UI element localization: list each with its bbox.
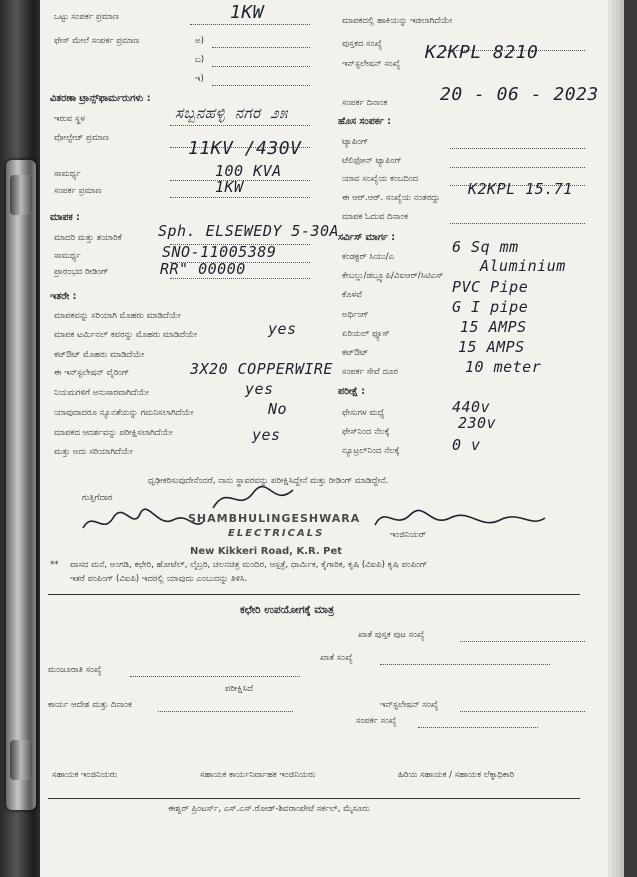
hw-q8: yes — [252, 426, 281, 444]
label-cable: ಕೇಬಲ್ಲು/ಡಬ್ಲ್ಯೂಪಿ/ವಿಐಆರ್/ಸಿಟಿಎಸ್ — [342, 271, 444, 281]
footnote-line2: ಇತರೆ ಪಂಪಿಂಗ್ (ವಿಐಪಿ) ಇದರಲ್ಲಿ ಯಾವುದು ಎಂಬುದನ್ನು ತಿಳಿಸಿ. — [70, 574, 248, 584]
dotted-line — [380, 664, 550, 665]
label-total-connection: ಒಟ್ಟು ಸಂಪರ್ಕ ಪ್ರಮಾಣ — [54, 12, 119, 22]
hw-rr-after: K2KPL 15.71 — [468, 180, 573, 198]
dotted-line — [418, 727, 538, 728]
dotted-line — [212, 47, 310, 48]
label-pole-tapping: ಟೆಲಿಫೋನ್ ಟ್ಯಾಪಿಂಗ್ — [342, 156, 402, 166]
stamp-subtitle: ELECTRICALS — [228, 528, 325, 539]
hw-capacity: 100 KVA — [215, 162, 282, 180]
label-phases-between: ಫೇಸುಗಳ ಮಧ್ಯೆ — [342, 408, 385, 418]
form-page — [40, 0, 608, 877]
label-aerial-fuse: ಏರಿಯಲ್ ಫ್ಯೂಸ್ — [342, 329, 390, 339]
label-conn-amount: ಸಂಪರ್ಕ ಪ್ರಮಾಣ — [54, 186, 102, 196]
label-tapping: ಟ್ಯಾಪಿಂಗ್ — [342, 137, 369, 147]
label-q1: ಮಾಪಕವನ್ನು ಸರಿಯಾಗಿ ಮೊಹರು ಮಾಡಿದೆಯೇ — [54, 311, 181, 321]
section-service-route: ಸರ್ವಿಸ್ ಮಾರ್ಗ : — [338, 232, 396, 243]
label-checked: ಪರೀಕ್ಷಿಸಿದೆ — [225, 684, 254, 694]
label-meter-capacity: ಸಾಮರ್ಥ್ಯ — [54, 251, 81, 261]
section-other: ಇತರೇ : — [50, 291, 77, 302]
label-q8: ಮತ್ತು ಅದು ಸರಿಯಾಗಿದೆಯೇ — [54, 447, 133, 457]
label-service-distance: ಸಂಪರ್ಕ ಸೇವೆ ದೂರ — [342, 367, 398, 377]
label-conductor: ಕಂಡಕ್ಟರ್ ಸಿಯು/ಎ — [342, 252, 395, 262]
label-earthing: ಅರ್ಥಿಂಗ್ — [342, 310, 369, 320]
stamp-address: New Kikkeri Road, K.R. Pet — [190, 546, 343, 557]
hw-earthing: G I pipe — [452, 298, 529, 316]
dotted-line — [170, 125, 310, 126]
footnote-marker: ** — [50, 560, 59, 570]
hw-voltage: 11KV /430V — [188, 138, 302, 159]
section-divider — [48, 594, 580, 595]
hw-v-neutral: 0 v — [452, 436, 481, 454]
hw-q2: yes — [268, 320, 297, 338]
hw-meter-make: Sph. ELSEWEDY 5-30A — [158, 222, 340, 240]
label-capacity: ಸಾಮರ್ಥ್ಯ — [54, 169, 81, 179]
hw-v-phase-earth: 230v — [458, 414, 497, 432]
label-asst-engineer: ಸಹಾಯಕ ಇಂಜಿನಿಯರು — [52, 770, 118, 780]
label-book-no: ಪುಸ್ತಕದ ಸಂಖ್ಯೆ — [342, 39, 383, 49]
dotted-line — [450, 167, 585, 168]
label-accounts-officer: ಹಿರಿಯ ಸಹಾಯಕ / ಸಹಾಯಕ ಲೆಕ್ಕಾಧಿಕಾರಿ — [398, 770, 515, 780]
stamp-name: SHAMBHULINGESHWARA — [188, 512, 361, 525]
certification-text: ಧೃಢೀಕರಿಸುವುದೇನೆಂದರೆ, ನಾನು ಸ್ಥಾವರವನ್ನು ಪರೀಕ್ಷಿಸಿದ್ದೇನೆ ಮತ್ತು ರೀಡಿಂಗ್ ಮಾಡಿದ್ದೇನೆ. — [148, 476, 389, 486]
printer-footer: ಈಶ್ವರ್ ಪ್ರಿಂಟರ್ಸ್, ಎಸ್.ಎಸ್.ರೋಡ್-ಶಿವರಾಂಪೇಟೆ ಸರ್ಕಲ್, ಮೈಸೂರು — [168, 804, 370, 814]
dotted-line — [460, 641, 585, 642]
dotted-line — [130, 676, 300, 677]
dotted-line — [212, 85, 310, 86]
label-location: ಇರುವ ಸ್ಥಳ — [54, 114, 85, 124]
label-phase-a: ಅ) — [195, 36, 204, 46]
section-transformer: ವಿತರಣಾ ಟ್ರಾನ್ಸ್‌ಫಾರ್ಮರುಗಳು : — [50, 93, 151, 104]
label-via-pole: ಯಾವ ಸಂಖ್ಯೆಯ ಕಂಬದಿಂದ — [342, 174, 419, 184]
label-meter-seal: ಮಾಪಕದಲ್ಲಿ ಹಾಕಿಯನ್ನು ಇಡಲಾಗಿದೆಯೇ — [342, 16, 453, 26]
dotted-line — [460, 711, 585, 712]
label-phase-b: ಬ) — [195, 55, 205, 65]
label-connection-date: ಸಂಪರ್ಕ ದಿನಾಂಕ — [342, 98, 388, 108]
dotted-line — [190, 24, 310, 25]
label-voltage: ವೋಲ್ಟೇಜ್ ಪ್ರಮಾಣ — [54, 133, 109, 143]
label-pipe: ಕೊಳವೆ — [342, 290, 363, 300]
label-ledger-no: ಖಾತೆ ಸಂಖ್ಯೆ — [320, 653, 353, 663]
hw-initial-reading: RR" 00000 — [160, 260, 246, 278]
label-q5: ನಿಯಮಗಳಿಗೆ ಅನುಸಾರವಾಗಿದೆಯೇ — [54, 388, 149, 398]
dotted-line — [450, 223, 585, 224]
label-phase-connection: ಫೇಸ್ ಮೇಲೆ ಸಂಪರ್ಕ ಪ್ರಮಾಣ — [54, 36, 140, 46]
label-q4: ಈ ಇನ್‌ಸ್ಟಲೇಷನ್ ವೈರಿಂಗ್ — [54, 368, 130, 378]
label-phase-earth: ಫೇಸ್‌ನಿಂದ ನೆಲಕ್ಕೆ — [342, 427, 390, 437]
hw-meter-serial: SNO-11005389 — [162, 243, 277, 261]
footnote-line1: ವಾಸದ ಮನೆ, ಅಂಗಡಿ, ಕಛೇರಿ, ಹೋಟೆಲ್, ಲೈಬ್ರರಿ, ಚಲನಚಿತ್ರ ಮಂದಿರ, ಆಸ್ಪತ್ರೆ, ಧಾರ್ಮಿಕ, ಕೈಗಾರಿಕ, ಕೃಷಿ (ವಿಐಪಿ) ಕೃಷಿ ಪಂಪಿಂಗ್ — [70, 560, 428, 570]
hw-total-connection: 1KW — [230, 2, 265, 23]
hw-pipe: PVC Pipe — [452, 278, 529, 296]
hw-v-phases: 440v — [452, 398, 491, 416]
hw-q5: yes — [245, 380, 274, 398]
dotted-line — [170, 278, 310, 279]
label-phase-c: ಇ) — [195, 74, 204, 84]
hw-service-distance: 10 meter — [465, 358, 542, 376]
footer-divider — [48, 798, 580, 799]
dotted-line — [170, 197, 310, 198]
label-q3: ಕಟ್‌ಔಟ್ ಮೊಹರು ಮಾಡಿದೆಯೇ — [54, 350, 145, 360]
binder-clip — [6, 160, 36, 810]
label-contractor: ಗುತ್ತಿಗೆದಾರ — [82, 493, 113, 503]
label-q2: ಮಾಪಕ ಟರ್ಮಿನಲ್ ಕವರನ್ನು ಮೊಹರು ಮಾಡಿದೆಯೇ — [54, 330, 198, 340]
section-new-connection: ಹೊಸ ಸಂಪರ್ಕ : — [338, 116, 392, 127]
binder-ring — [10, 740, 32, 780]
binder-ring — [10, 175, 32, 215]
label-q7: ಮಾಪಕದ ಆದರ್ಶವನ್ನು ಪರೀಕ್ಷಿಸಲಾಗಿದೆಯೇ — [54, 428, 173, 438]
label-neutral-earth: ನ್ಯೂಟ್ರಲ್‌ನಿಂದ ನೆಲಕ್ಕೆ — [342, 446, 400, 456]
hw-location: ಸಬ್ಬನಹಳ್ಳಿ ನಗರ ೨೫ — [175, 104, 288, 122]
label-make: ಮಾದರಿ ಮತ್ತು ತಯಾರಿಕೆ — [54, 233, 122, 243]
hw-conn-amount: 1KW — [215, 178, 244, 196]
hw-cutout: 15 AMPS — [458, 338, 525, 356]
label-office-install-no: ಇನ್‌ಸ್ಟಲೇಷನ್ ಸಂಖ್ಯೆ — [380, 700, 439, 710]
hw-q6: No — [268, 400, 288, 418]
dotted-line — [212, 66, 310, 67]
label-q6: ಯಾವುದಾದರೂ ನ್ಯೂನತೆಯನ್ನು ಗಮನಿಸಲಾಗಿದೆಯೇ — [54, 408, 194, 418]
section-meter: ಮಾಪಕ : — [50, 212, 80, 223]
label-work-order: ಕಾರ್ಯ ಆದೇಶ ಮತ್ತು ದಿನಾಂಕ — [48, 700, 132, 710]
hw-q4: 3X20 COPPERWIRE — [190, 360, 333, 378]
dotted-line — [450, 148, 585, 149]
label-office-conn-no: ಸಂಪರ್ಕ ಸಂಖ್ಯೆ — [356, 716, 397, 726]
label-installation-no: ಇನ್‌ಸ್ಟಲೇಷನ್ ಸಂಖ್ಯೆ — [342, 59, 401, 69]
section-test: ಪರೀಕ್ಷೆ : — [338, 386, 366, 397]
label-initial-reading: ಪ್ರಾರಂಭದ ರೀಡಿಂಗ್ — [54, 267, 109, 277]
hw-cable: Aluminium — [480, 257, 566, 275]
label-asst-exec-engineer: ಸಹಾಯಕ ಕಾರ್ಯನಿರ್ವಾಹಕ ಇಂಜಿನಿಯರು — [200, 770, 316, 780]
hw-aerial-fuse: 15 AMPS — [460, 318, 527, 336]
label-ledger-page: ಖಾತೆ ಪುಸ್ತಕ ಪುಟ ಸಂಖ್ಯೆ — [358, 630, 425, 640]
dotted-line — [158, 711, 293, 712]
label-cutout: ಕಟ್‌ಔಟ್ — [342, 348, 369, 358]
label-rr-after: ಈ ಆರ್.ಆರ್. ಸಂಖ್ಯೆಯ ನಂತರದ್ದು — [342, 193, 441, 203]
label-engineer: ಇಂಜಿನಿಯರ್ — [390, 530, 427, 540]
hw-installation-no: K2KPL 8210 — [425, 42, 539, 63]
label-approval-no: ಮಂಜೂರಾತಿ ಸಂಖ್ಯೆ — [48, 665, 102, 675]
office-use-title: ಕಛೇರಿ ಉಪಯೋಗಕ್ಕೆ ಮಾತ್ರ — [240, 604, 335, 616]
label-meter-read-date: ಮಾಪಕ ಓದುವ ದಿನಾಂಕ — [342, 212, 408, 222]
hw-connection-date: 20 - 06 - 2023 — [440, 84, 599, 105]
hw-conductor: 6 Sq mm — [452, 238, 519, 256]
